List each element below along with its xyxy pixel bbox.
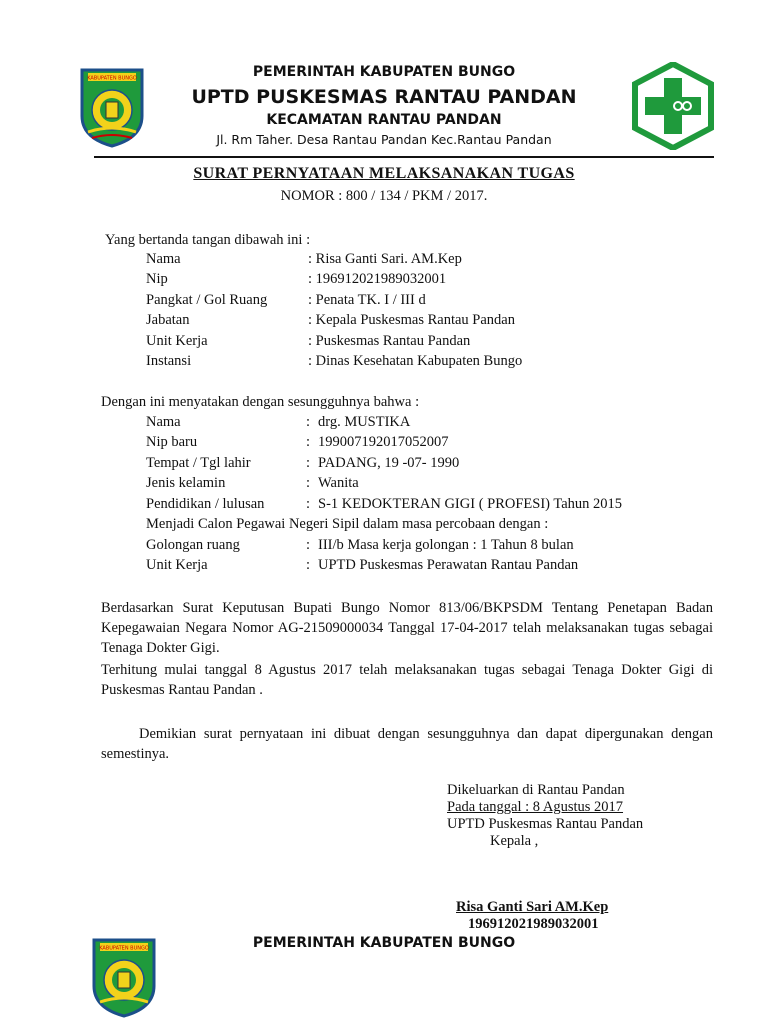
subject-colon: : <box>306 455 311 471</box>
subject-label: Tempat / Tgl lahir <box>146 455 251 471</box>
intro-signer: Yang bertanda tangan dibawah ini : <box>105 232 311 248</box>
signer-value: : Penata TK. I / III d <box>308 292 426 308</box>
subject-label: Jenis kelamin <box>146 475 226 491</box>
paragraph-start-date: Terhitung mulai tanggal 8 Agustus 2017 telah melaksanakan tugas sebagai Tenaga Dokter Gigi di Puskesmas Rantau Pandan . <box>101 662 713 698</box>
header-government: PEMERINTAH KABUPATEN BUNGO <box>252 64 516 80</box>
signer-label: Instansi <box>146 353 192 369</box>
subject-colon: : <box>306 414 311 430</box>
signer-value: : Kepala Puskesmas Rantau Pandan <box>308 312 515 328</box>
cpns-statement: Menjadi Calon Pegawai Negeri Sipil dalam masa percobaan dengan : <box>146 516 549 532</box>
subject-label: Nama <box>146 414 181 430</box>
subject-value: S-1 KEDOKTERAN GIGI ( PROFESI) Tahun 2015 <box>318 496 623 512</box>
signer-label: Nama <box>146 251 181 267</box>
subject-colon: : <box>306 496 311 512</box>
subject-value: III/b Masa kerja golongan : 1 Tahun 8 bulan <box>318 537 574 553</box>
signer-label: Pangkat / Gol Ruang <box>146 292 268 308</box>
signer-value: : Risa Ganti Sari. AM.Kep <box>308 251 462 267</box>
letterhead-divider <box>94 156 714 158</box>
paragraph-decree: Berdasarkan Surat Keputusan Bupati Bungo Nomor 813/06/BKPSDM Tentang Penetapan Badan Kepegawaian Negara Nomor AG-21509000034 Tanggal 17-04-2017 telah melaksanakan tugas sebagai Tenaga Dokter Gigi. <box>101 600 713 656</box>
subject-value: 199007192017052007 <box>318 434 449 450</box>
subject-label: Nip baru <box>146 434 198 450</box>
footer-government: PEMERINTAH KABUPATEN BUNGO <box>252 935 516 951</box>
signature-name: Risa Ganti Sari AM.Kep <box>456 899 609 915</box>
signature-place: Dikeluarkan di Rantau Pandan <box>447 782 625 798</box>
document-number: NOMOR : 800 / 134 / PKM / 2017. <box>280 188 488 204</box>
subject-colon: : <box>306 475 311 491</box>
subject-value: drg. MUSTIKA <box>318 414 411 430</box>
subject-colon: : <box>306 557 311 573</box>
signature-position: Kepala , <box>490 833 539 849</box>
signer-label: Jabatan <box>146 312 190 328</box>
header-puskesmas: UPTD PUSKESMAS RANTAU PANDAN <box>191 86 577 108</box>
subject-value: UPTD Puskesmas Perawatan Rantau Pandan <box>318 557 579 573</box>
signer-value: : 196912021989032001 <box>308 271 447 287</box>
signer-label: Unit Kerja <box>146 333 208 349</box>
signature-org: UPTD Puskesmas Rantau Pandan <box>447 816 644 832</box>
subject-value: Wanita <box>318 475 359 491</box>
subject-colon: : <box>306 537 311 553</box>
document-title: SURAT PERNYATAAN MELAKSANAKAN TUGAS <box>193 165 575 182</box>
subject-label: Pendidikan / lulusan <box>146 496 265 512</box>
paragraph-closing: Demikian surat pernyataan ini dibuat dengan sesungguhnya dan dapat dipergunakan dengan semestinya. <box>101 726 713 762</box>
signer-value: : Puskesmas Rantau Pandan <box>308 333 471 349</box>
subject-label: Golongan ruang <box>146 537 240 553</box>
header-kecamatan: KECAMATAN RANTAU PANDAN <box>266 112 502 128</box>
footer-emblem-banner-text: KABUPATEN BUNGO <box>99 945 149 952</box>
signature-date: Pada tanggal : 8 Agustus 2017 <box>447 799 624 815</box>
subject-colon: : <box>306 434 311 450</box>
signer-value: : Dinas Kesehatan Kabupaten Bungo <box>308 353 523 369</box>
emblem-banner-text: KABUPATEN BUNGO <box>87 75 137 82</box>
header-address: Jl. Rm Taher. Desa Rantau Pandan Kec.Rantau Pandan <box>216 132 552 147</box>
signature-nip: 196912021989032001 <box>468 916 599 932</box>
subject-value: PADANG, 19 -07- 1990 <box>318 455 460 471</box>
signer-label: Nip <box>146 271 168 287</box>
intro-statement: Dengan ini menyatakan dengan sesungguhnya bahwa : <box>101 394 420 410</box>
subject-label: Unit Kerja <box>146 557 208 573</box>
